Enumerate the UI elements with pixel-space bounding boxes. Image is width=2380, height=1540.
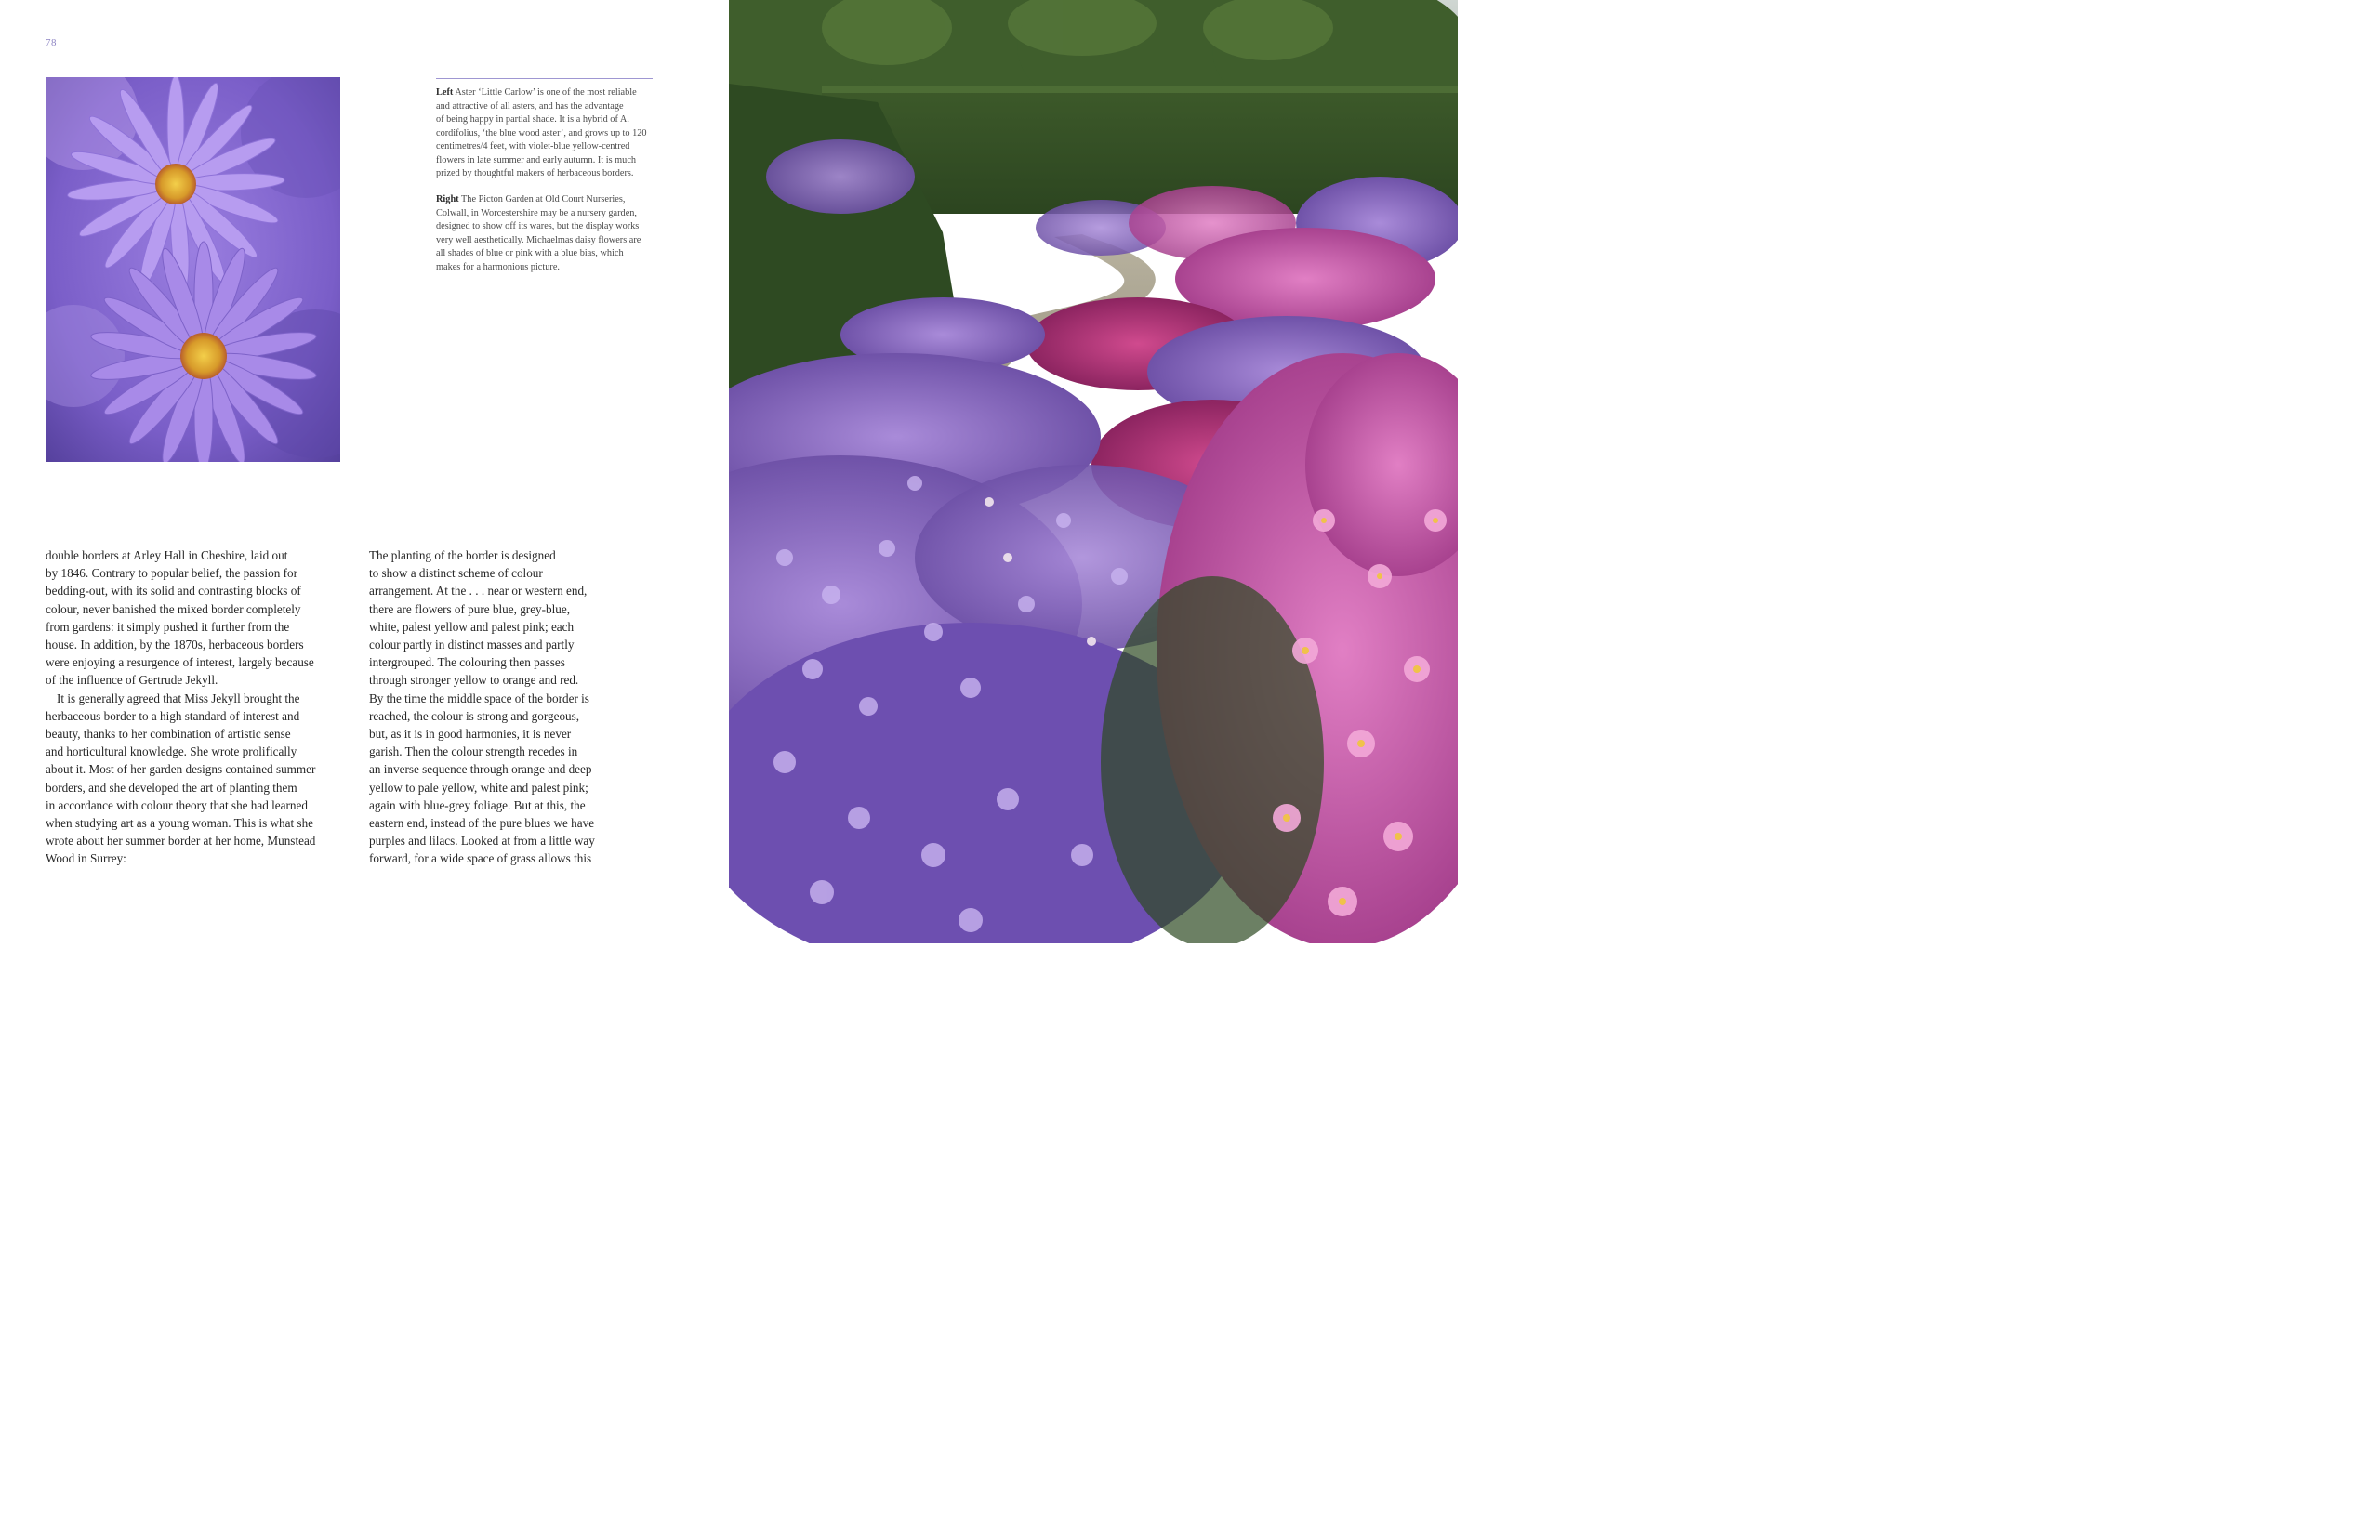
- body-line: arrangement. At the . . . near or western end,: [369, 584, 588, 599]
- body-line: purples and lilacs. Looked at from a little way: [369, 834, 595, 849]
- garden-photo-illustration: [729, 0, 1458, 943]
- body-line: and horticultural knowledge. She wrote prolifically: [46, 744, 298, 759]
- body-column-2-quotation: [369, 546, 620, 868]
- caption-line: flowers in late summer and early autumn. It is much: [436, 154, 637, 165]
- caption-line: very well aesthetically. Michaelmas daisy flowers are: [436, 234, 641, 245]
- caption-rule: [436, 78, 653, 79]
- caption-line: The Picton Garden at Old Court Nurseries,: [461, 194, 626, 204]
- body-line: garish. Then the colour strength recedes in: [369, 744, 578, 759]
- body-line: yellow to pale yellow, white and palest pink;: [369, 780, 588, 795]
- body-line: It is generally agreed that Miss Jekyll brought the: [57, 691, 300, 705]
- body-line: intergrouped. The colouring then passes: [369, 655, 565, 670]
- caption-left-label: Left: [436, 87, 454, 98]
- caption-right-label: Right: [436, 194, 459, 204]
- body-line: from gardens: it simply pushed it further from the: [46, 619, 290, 634]
- caption-line: makes for a harmonious picture.: [436, 261, 560, 272]
- body-line: borders, and she developed the art of planting them: [46, 780, 298, 795]
- body-line: there are flowers of pure blue, grey-blue,: [369, 601, 571, 616]
- caption-line: prized by thoughtful makers of herbaceous borders.: [436, 168, 634, 178]
- body-line: were enjoying a resurgence of interest, largely because: [46, 655, 314, 670]
- body-line: herbaceous border to a high standard of interest and: [46, 708, 300, 723]
- caption-line: Aster ‘Little Carlow’ is one of the most reliable: [455, 87, 637, 98]
- page-number: 78: [46, 37, 57, 48]
- body-line: reached, the colour is strong and gorgeous,: [369, 708, 580, 723]
- body-line: wrote about her summer border at her home, Munstead: [46, 834, 316, 849]
- caption-right: [436, 193, 652, 274]
- body-line: through stronger yellow to orange and red.: [369, 673, 579, 688]
- body-column-1: [46, 546, 352, 868]
- body-line: to show a distinct scheme of colour: [369, 566, 543, 581]
- aster-photo-illustration: [46, 77, 340, 462]
- caption-line: centimetres/4 feet, with violet-blue yellow-centred: [436, 141, 630, 151]
- body-line: double borders at Arley Hall in Cheshire, laid out: [46, 548, 288, 562]
- body-line: about it. Most of her garden designs contained summer: [46, 762, 316, 777]
- body-line: eastern end, instead of the pure blues we have: [369, 816, 595, 831]
- body-line: when studying art as a young woman. This is what she: [46, 816, 314, 831]
- body-line: By the time the middle space of the border is: [369, 691, 589, 705]
- body-line: colour partly in distinct masses and partly: [369, 638, 575, 652]
- body-line: forward, for a wide space of grass allows this: [369, 851, 592, 866]
- caption-line: all shades of blue or pink with a blue bias, which: [436, 248, 624, 258]
- body-line: but, as it is in good harmonies, it is never: [369, 727, 572, 742]
- caption-line: cordifolius, ‘the blue wood aster’, and grows up to 120: [436, 127, 647, 138]
- caption-line: designed to show off its wares, but the display works: [436, 221, 640, 231]
- body-line: again with blue-grey foliage. But at this, the: [369, 797, 586, 812]
- body-line: by 1846. Contrary to popular belief, the passion for: [46, 566, 298, 581]
- body-line: bedding-out, with its solid and contrasting blocks of: [46, 584, 301, 599]
- body-line: in accordance with colour theory that she had learned: [46, 797, 308, 812]
- body-line: an inverse sequence through orange and deep: [369, 762, 592, 777]
- caption-left: [436, 86, 652, 181]
- body-line: colour, never banished the mixed border completely: [46, 601, 301, 616]
- aster-little-carlow-photo: [46, 77, 340, 462]
- body-line: white, palest yellow and palest pink; each: [369, 619, 575, 634]
- body-line: Wood in Surrey:: [46, 851, 126, 866]
- body-line: The planting of the border is designed: [369, 548, 556, 562]
- caption-line: of being happy in partial shade. It is a hybrid of A.: [436, 114, 629, 125]
- body-line: house. In addition, by the 1870s, herbaceous borders: [46, 638, 304, 652]
- body-line: of the influence of Gertrude Jekyll.: [46, 673, 218, 688]
- caption-line: and attractive of all asters, and has the advantage: [436, 100, 624, 112]
- left-page: [0, 0, 729, 943]
- caption-line: Colwall, in Worcestershire may be a nursery garden,: [436, 207, 638, 218]
- body-line: beauty, thanks to her combination of artistic sense: [46, 727, 291, 742]
- picton-garden-photo: [729, 0, 1458, 943]
